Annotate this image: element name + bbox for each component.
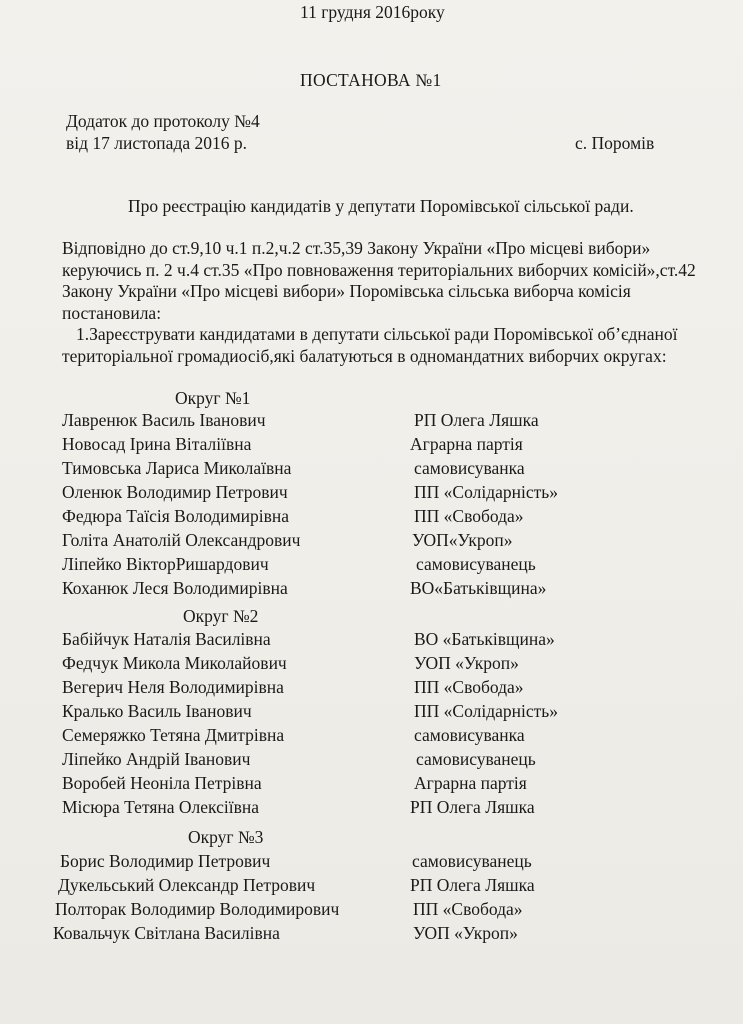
candidate-party: РП Олега Ляшка: [414, 410, 539, 430]
candidate-name: Місюра Тетяна Олексіївна: [62, 797, 260, 817]
candidate-row: [55, 899, 695, 923]
candidate-party: ВО«Батьківщина»: [410, 578, 547, 598]
candidate-row: [60, 851, 700, 875]
candidate-party: самовисуванець: [416, 554, 536, 574]
candidate-party: самовисуванка: [414, 725, 525, 745]
candidate-name: Лавренюк Василь Іванович: [62, 410, 266, 430]
point-1-paragraph: 1.Зареєструвати кандидатами в депутати сільської ради Поромівської об’єднаної територіальної громадиосіб,які балатуються в одномандатних виборчих округах:: [62, 324, 678, 366]
candidate-party: РП Олега Ляшка: [410, 875, 535, 895]
candidate-party: Аграрна партія: [414, 773, 527, 793]
candidate-party: ПП «Солідарність»: [414, 482, 558, 502]
document-subject: Про реєстрацію кандидатів у депутати Поромівської сільської ради.: [128, 196, 634, 216]
candidate-row: [62, 530, 702, 554]
district-title: Округ №3: [188, 827, 264, 847]
candidate-party: УОП «Укроп»: [414, 653, 519, 673]
candidate-row: [62, 458, 702, 482]
candidate-name: Дукельський Олександр Петрович: [58, 875, 316, 895]
candidate-row: [62, 797, 702, 821]
candidate-row: [62, 434, 702, 458]
candidate-party: УОП«Укроп»: [412, 530, 513, 550]
document-title: ПОСТАНОВА №1: [300, 70, 442, 90]
candidate-party: самовисуванець: [412, 851, 532, 871]
candidate-row: [62, 629, 702, 653]
annex-reference: Додаток до протоколу №4: [66, 111, 260, 131]
district-title: Округ №1: [175, 388, 251, 408]
candidate-name: Новосад Ірина Віталіївна: [62, 434, 252, 454]
candidate-name: Федюра Таїсія Володимирівна: [62, 506, 290, 526]
candidate-name: Ліпейко ВікторРишардович: [62, 554, 269, 574]
annex-date: від 17 листопада 2016 р.: [66, 133, 247, 153]
candidate-name: Полторак Володимир Володимирович: [55, 899, 340, 919]
candidate-party: УОП «Укроп»: [413, 923, 518, 943]
candidate-name: Борис Володимир Петрович: [60, 851, 271, 871]
candidate-party: ПП «Свобода»: [413, 899, 523, 919]
candidate-row: [62, 773, 702, 797]
candidate-row: [62, 410, 702, 434]
body-text: [62, 238, 702, 367]
candidate-row: [62, 653, 702, 677]
candidate-party: ПП «Солідарність»: [414, 701, 558, 721]
candidate-row: [53, 923, 693, 947]
document-date: 11 грудня 2016року: [300, 2, 445, 22]
candidate-row: [62, 482, 702, 506]
candidate-party: ПП «Свобода»: [414, 677, 524, 697]
candidate-name: Тимовська Лариса Миколаївна: [62, 458, 292, 478]
candidate-name: Вегерич Неля Володимирівна: [62, 677, 284, 697]
candidate-name: Кралько Василь Іванович: [62, 701, 252, 721]
candidate-name: Семеряжко Тетяна Дмитрівна: [62, 725, 285, 745]
candidate-row: [62, 725, 702, 749]
candidate-name: Федчук Микола Миколайович: [62, 653, 287, 673]
candidate-name: Бабійчук Наталія Василівна: [62, 629, 271, 649]
candidate-name: Оленюк Володимир Петрович: [62, 482, 288, 502]
candidate-name: Ковальчук Світлана Василівна: [53, 923, 280, 943]
candidate-row: [62, 554, 702, 578]
candidate-party: РП Олега Ляшка: [410, 797, 535, 817]
candidate-name: Коханюк Леся Володимирівна: [62, 578, 288, 598]
candidate-row: [62, 677, 702, 701]
candidate-name: Ліпейко Андрій Іванович: [62, 749, 251, 769]
preamble-paragraph: Відповідно до ст.9,10 ч.1 п.2,ч.2 ст.35,39 Закону України «Про місцеві вибори» керуючись п. 2 ч.4 ст.35 «Про повноваження територіальних виборчих комісій»,ст.42 Закону України «Про місцеві вибори» Поромівська сільська виборча комісія постановила:: [62, 238, 696, 323]
village-name: с. Поромів: [575, 133, 655, 153]
candidate-name: Воробей Неоніла Петрівна: [62, 773, 262, 793]
candidate-row: [62, 749, 702, 773]
candidate-row: [58, 875, 698, 899]
candidate-party: Аграрна партія: [410, 434, 523, 454]
candidate-party: ПП «Свобода»: [414, 506, 524, 526]
candidate-row: [62, 578, 702, 602]
candidate-row: [62, 701, 702, 725]
candidate-row: [62, 506, 702, 530]
candidate-party: самовисуванець: [416, 749, 536, 769]
candidate-name: Голіта Анатолій Олександрович: [62, 530, 301, 550]
district-title: Округ №2: [183, 606, 259, 626]
candidate-party: самовисуванка: [414, 458, 525, 478]
candidate-party: ВО «Батьківщина»: [414, 629, 555, 649]
